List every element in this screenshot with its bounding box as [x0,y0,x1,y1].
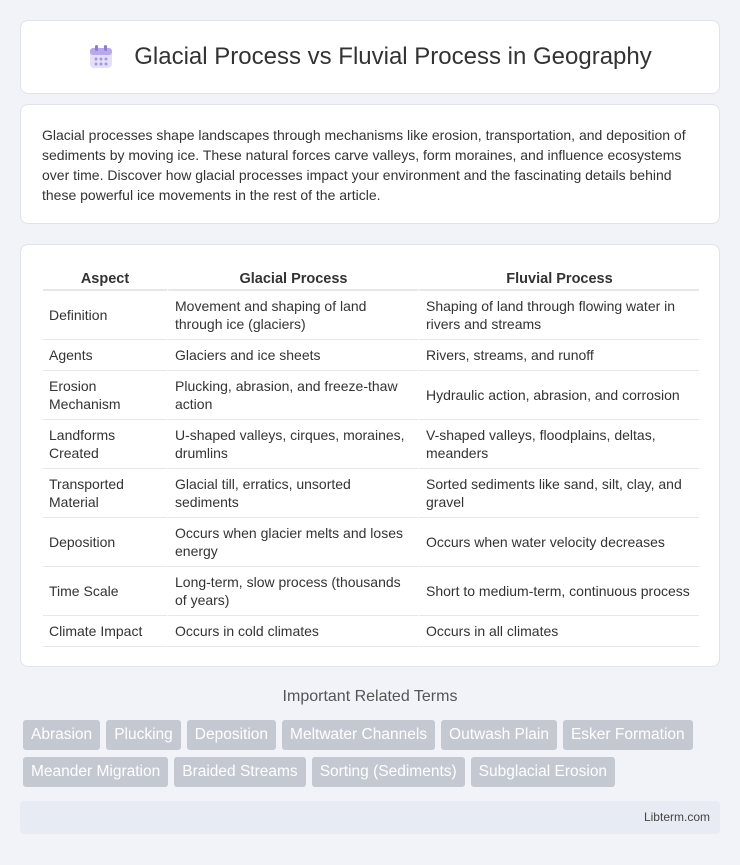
table-cell: Climate Impact [43,616,167,647]
table-cell: Hydraulic action, abrasion, and corrosion [418,371,699,420]
table-cell: Agents [43,340,167,371]
table-cell: Definition [43,291,167,340]
table-row [43,371,699,420]
tag-subglacial-erosion[interactable]: Subglacial Erosion [471,757,615,787]
table-cell: Transported Material [43,469,167,518]
table-row [43,567,699,616]
tag-meltwater-channels[interactable]: Meltwater Channels [282,720,435,750]
table-cell: Short to medium-term, continuous process [418,567,699,616]
table-cell: V-shaped valleys, floodplains, deltas, meanders [418,420,699,469]
table-cell: Landforms Created [43,420,167,469]
table-cell: Occurs in all climates [418,616,699,647]
table-row [43,469,699,518]
tag-plucking[interactable]: Plucking [106,720,181,750]
table-cell: Movement and shaping of land through ice (glaciers) [167,291,418,340]
table-cell: Long-term, slow process (thousands of years) [167,567,418,616]
table-cell: Plucking, abrasion, and freeze-thaw action [167,371,418,420]
footer [20,801,720,834]
table-cell: Glacial till, erratics, unsorted sediments [167,469,418,518]
tag-esker-formation[interactable]: Esker Formation [563,720,693,750]
intro-card [20,104,720,224]
table-cell: Time Scale [43,567,167,616]
comparison-table-card [20,244,720,667]
tag-deposition[interactable]: Deposition [187,720,276,750]
table-row [43,291,699,340]
table-cell: Shaping of land through flowing water in rivers and streams [418,291,699,340]
table-row [43,420,699,469]
related-terms-tags [23,720,723,787]
table-cell: Occurs in cold climates [167,616,418,647]
footer-site-link[interactable]: Libterm.com [643,810,710,824]
header-aspect: Aspect [43,265,167,291]
page-title: Glacial Process vs Fluvial Process in Geography [134,43,652,70]
tag-braided-streams[interactable]: Braided Streams [174,757,305,787]
header-fluvial: Fluvial Process [418,265,699,291]
tag-outwash-plain[interactable]: Outwash Plain [441,720,557,750]
table-cell: U-shaped valleys, cirques, moraines, drumlins [167,420,418,469]
tag-meander-migration[interactable]: Meander Migration [23,757,168,787]
table-row [43,340,699,371]
header-glacial: Glacial Process [167,265,418,291]
tag-sorting-sediments[interactable]: Sorting (Sediments) [312,757,465,787]
table-row [43,518,699,567]
table-header-row [43,265,699,291]
table-row [43,616,699,647]
table-cell: Glaciers and ice sheets [167,340,418,371]
table-cell: Occurs when water velocity decreases [418,518,699,567]
intro-text: Glacial processes shape landscapes through mechanisms like erosion, transportation, and deposition of sediments by moving ice. These natural forces carve valleys, form moraines, and influence ecosystems over time. Discover how glacial processes impact your environment and the fascinating details behind these powerful ice movements in the rest of the article. [42,127,686,203]
table-cell: Deposition [43,518,167,567]
related-terms-title: Important Related Terms [282,688,458,705]
title-card [20,20,720,94]
table-cell: Erosion Mechanism [43,371,167,420]
table-cell: Occurs when glacier melts and loses energy [167,518,418,567]
calendar-icon [88,44,114,70]
comparison-table [43,265,699,647]
table-cell: Sorted sediments like sand, silt, clay, and gravel [418,469,699,518]
table-cell: Rivers, streams, and runoff [418,340,699,371]
tag-abrasion[interactable]: Abrasion [23,720,100,750]
